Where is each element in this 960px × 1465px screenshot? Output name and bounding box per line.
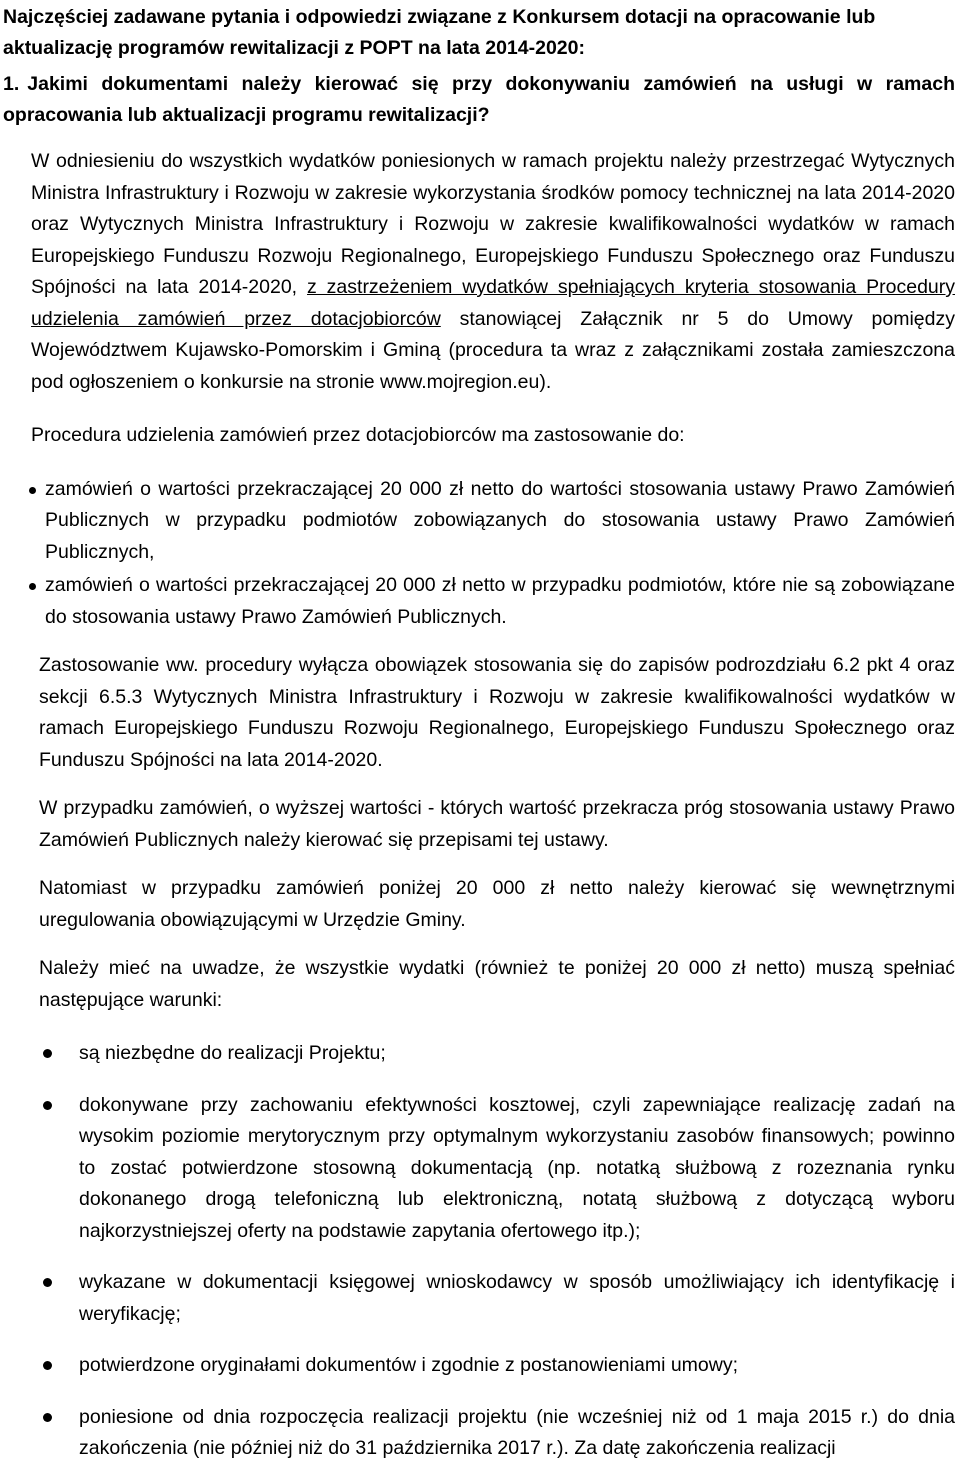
bullet-icon	[29, 487, 36, 494]
procedure-intro: Procedura udzielenia zamówień przez dotacjobiorców ma zastosowanie do:	[31, 424, 685, 446]
conditions-list	[3, 1038, 955, 1465]
answer-underlined: z zastrzeżeniem wydatków spełniających kryteria stosowania Procedury udzielenia zamówień przez dotacjobiorców	[31, 276, 955, 330]
document-title: Najczęściej zadawane pytania i odpowiedzi związane z Konkursem dotacji na opracowanie lub aktualizację programów rewitalizacji z POPT na lata 2014-2020:	[3, 6, 876, 59]
answer-paragraph	[31, 146, 955, 398]
question-1	[3, 69, 955, 131]
list-item	[3, 1090, 955, 1248]
list-item	[3, 1350, 955, 1382]
bullet-icon	[43, 1278, 52, 1287]
list-item	[3, 1038, 955, 1070]
paragraph-zastosowanie: Zastosowanie ww. procedury wyłącza obowiązek stosowania się do zapisów podrozdziału 6.2 pkt 4 oraz sekcji 6.5.3 Wytycznych Ministra Infrastruktury i Rozwoju w zakresie kwalifikowalności wydatków w ramach Europejskiego Funduszu Rozwoju Regionalnego, Europejskiego Funduszu Społecznego oraz Funduszu Spójności na lata 2014-2020.	[39, 654, 955, 771]
list-item-text: są niezbędne do realizacji Projektu;	[79, 1042, 386, 1064]
question-text: Jakimi dokumentami należy kierować się przy dokonywaniu zamówień na usługi w ramach opracowania lub aktualizacji programu rewitalizacji?	[3, 73, 955, 126]
list-item-text: poniesione od dnia rozpoczęcia realizacji projektu (nie wcześniej niż od 1 maja 2015 r.) do dnia zakończenia (nie później niż do 31 października 2017 r.). Za datę zakończenia realizacji	[79, 1405, 955, 1459]
list-item	[3, 474, 955, 569]
list-item-text: potwierdzone oryginałami dokumentów i zgodnie z postanowieniami umowy;	[79, 1354, 739, 1376]
bullet-icon	[43, 1101, 52, 1110]
bullet-icon	[43, 1049, 52, 1058]
list-item-text: dokonywane przy zachowaniu efektywności kosztowej, czyli zapewniające realizację zadań na wysokim poziomie merytorycznym przy optymalnym wykorzystaniu zasobów finansowych; powinno to zostać potwierdzone stosowną dokumentacją (np. notatką służbową z rozeznania rynku dokonanego drogą telefoniczną lub elektroniczną, notatą służbową z dotyczącą wyboru najkorzystniejszej oferty na podstawie zapytania ofertowego itp.);	[79, 1093, 955, 1242]
list-item	[3, 1402, 955, 1465]
list-item-text: zamówień o wartości przekraczającej 20 000 zł netto w przypadku podmiotów, które nie są zobowiązane do stosowania ustawy Prawo Zamówień Publicznych.	[45, 574, 955, 628]
answer-part2: stanowiącej Załącznik nr 5 do Umowy pomiędzy Województwem Kujawsko-Pomorskim i Gminą (procedura ta wraz z załącznikami została zamieszczona pod ogłoszeniem o konkursie na stronie www.mojregion.eu).	[31, 307, 955, 393]
bullet-icon	[43, 1361, 52, 1370]
procedure-list	[3, 474, 955, 634]
list-item	[3, 1267, 955, 1330]
paragraph-natomiast: Natomiast w przypadku zamówień poniżej 20 000 zł netto należy kierować się wewnętrznymi uregulowania obowiązującymi w Urzędzie Gminy.	[39, 877, 955, 931]
answer-part1: W odniesieniu do wszystkich wydatków poniesionych w ramach projektu należy przestrzegać Wytycznych Ministra Infrastruktury i Rozwoju w zakresie wykorzystania środków pomocy technicznej na lata 2014-2020 oraz Wytycznych Ministra Infrastruktury i Rozwoju w zakresie kwalifikowalności wydatków w ramach Europejskiego Funduszu Rozwoju Regionalnego, Europejskiego Funduszu Społecznego oraz Funduszu Spójności na lata 2014-2020,	[31, 150, 955, 298]
bullet-icon	[43, 1413, 52, 1422]
question-number: 1.	[3, 73, 20, 95]
list-item	[3, 570, 955, 633]
bullet-icon	[29, 583, 36, 590]
paragraph-nalezy: Należy mieć na uwadze, że wszystkie wydatki (również te poniżej 20 000 zł netto) muszą spełniać następujące warunki:	[39, 957, 955, 1011]
list-item-text: zamówień o wartości przekraczającej 20 000 zł netto do wartości stosowania ustawy Prawo Zamówień Publicznych w przypadku podmiotów zobowiązanych do stosowania ustawy Prawo Zamówień Publicznych,	[45, 477, 955, 563]
paragraph-wyzszej: W przypadku zamówień, o wyższej wartości - których wartość przekracza próg stosowania ustawy Prawo Zamówień Publicznych należy kierować się przepisami tej ustawy.	[39, 797, 955, 851]
list-item-text: wykazane w dokumentacji księgowej wnioskodawcy w sposób umożliwiający ich identyfikację i weryfikację;	[79, 1271, 955, 1325]
